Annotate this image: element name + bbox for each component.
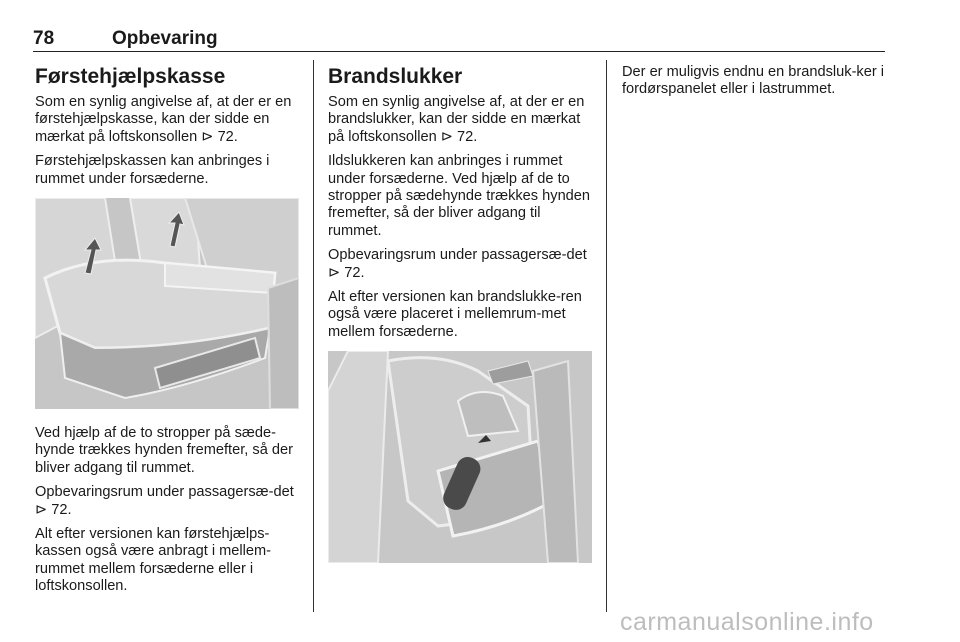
column-fire-extinguisher xyxy=(328,64,594,579)
paragraph: Som en synlig angivelse af, at der er en førstehjælpskasse, kan der sidde en mærkat på loftskonsollen ⊳ 72. xyxy=(35,94,292,145)
paragraph: Opbevaringsrum under passagersæ-det ⊳ 72. xyxy=(35,484,294,518)
paragraph: Førstehjælpskassen kan anbringes i rummet under forsæderne. xyxy=(35,153,270,187)
paragraph: Ved hjælp af de to stropper på sæde-hynde trækkes hynden fremefter, så der bliver adgang til rummet. xyxy=(35,425,293,476)
door-panel-extinguisher-illustration xyxy=(328,351,592,563)
column-first-aid xyxy=(35,64,301,603)
paragraph: Ildslukkeren kan anbringes i rummet under forsæderne. Ved hjælp af de to stropper på sædehynde trækkes hynden fremefter, så der bliver adgang til rummet. xyxy=(328,153,591,239)
paragraph: Der er muligvis endnu en brandsluk-ker i fordørspanelet eller i lastrummet. xyxy=(622,64,884,98)
section-heading-fire-extinguisher: Brandslukker xyxy=(328,65,463,88)
chapter-title: Opbevaring xyxy=(112,28,218,49)
column-continued xyxy=(622,64,890,106)
column-divider xyxy=(313,60,314,612)
page-header xyxy=(33,29,885,52)
watermark: carmanualsonline.info xyxy=(620,608,874,636)
paragraph: Alt efter versionen kan førstehjælps-kassen også være anbragt i mellem-rummet mellem forsæderne eller i loftskonsollen. xyxy=(35,526,272,595)
paragraph: Som en synlig angivelse af, at der er en brandslukker, kan der sidde en mærkat på loftskonsollen ⊳ 72. xyxy=(328,94,585,145)
seat-storage-illustration xyxy=(35,198,299,409)
paragraph: Opbevaringsrum under passagersæ-det ⊳ 72. xyxy=(328,247,587,281)
paragraph: Alt efter versionen kan brandslukke-ren også være placeret i mellemrum-met mellem forsæderne. xyxy=(328,289,582,340)
column-divider xyxy=(606,60,607,612)
page-number: 78 xyxy=(33,28,55,49)
section-heading-first-aid: Førstehjælpskasse xyxy=(35,65,226,88)
